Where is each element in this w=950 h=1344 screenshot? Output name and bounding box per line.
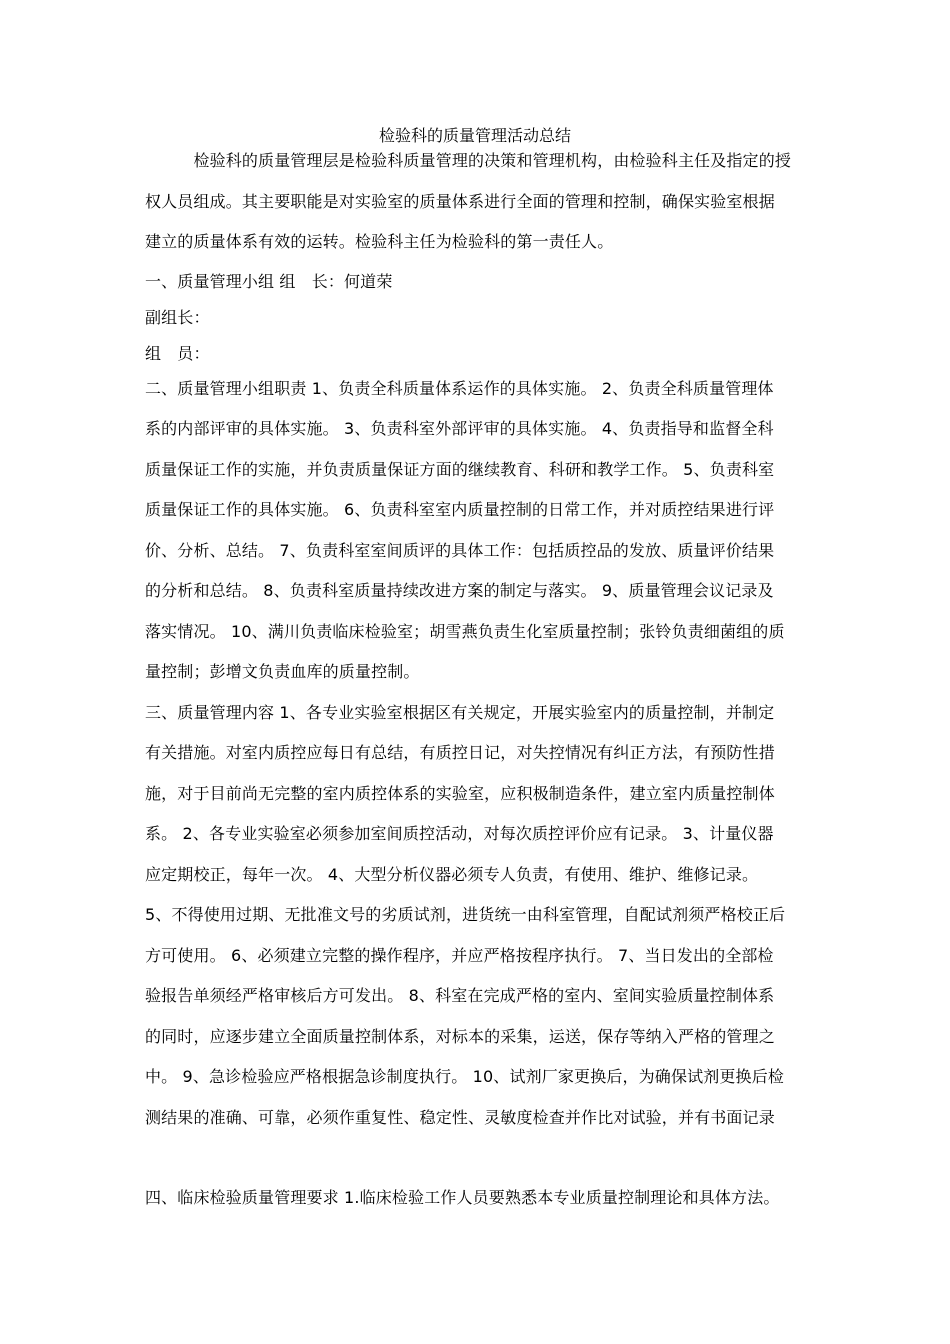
paragraph-line: 5、不得使用过期、无批准文号的劣质试剂，进货统一由科室管理，自配试剂须严格校正后 bbox=[145, 905, 786, 924]
paragraph-line: 的分析和总结。 8、负责科室质量持续改进方案的制定与落实。 9、质量管理会议记录及 bbox=[145, 581, 774, 600]
paragraph-line: 检验科的质量管理层是检验科质量管理的决策和管理机构，由检验科主任及指定的授 bbox=[145, 151, 792, 170]
paragraph-line: 的同时，应逐步建立全面质量控制体系，对标本的采集，运送，保存等纳入严格的管理之 bbox=[145, 1027, 775, 1046]
paragraph-line: 权人员组成。其主要职能是对实验室的质量体系进行全面的管理和控制，确保实验室根据 bbox=[145, 192, 775, 211]
section-heading-2: 二、质量管理小组职责 1、负责全科质量体系运作的具体实施。 2、负责全科质量管理体 bbox=[145, 379, 774, 398]
paragraph-line: 质量保证工作的具体实施。 6、负责科室室内质量控制的日常工作，并对质控结果进行评 bbox=[145, 500, 775, 519]
section-heading-1: 一、质量管理小组 组 长：何道荣 bbox=[145, 272, 393, 291]
paragraph-line: 系的内部评审的具体实施。 3、负责科室外部评审的具体实施。 4、负责指导和监督全科 bbox=[145, 419, 774, 438]
paragraph-line: 价、分析、总结。 7、负责科室室间质评的具体工作：包括质控品的发放、质量评价结果 bbox=[145, 541, 775, 560]
section-heading-4: 四、临床检验质量管理要求 1.临床检验工作人员要熟悉本专业质量控制理论和具体方法。 bbox=[145, 1188, 780, 1207]
paragraph-line: 建立的质量体系有效的运转。检验科主任为检验科的第一责任人。 bbox=[145, 232, 614, 251]
paragraph-line: 落实情况。 10、满川负责临床检验室；胡雪燕负责生化室质量控制；张铃负责细菌组的质 bbox=[145, 622, 785, 641]
paragraph-line: 应定期校正，每年一次。 4、大型分析仪器必须专人负责，有使用、维护、维修记录。 bbox=[145, 865, 759, 884]
paragraph-line: 施，对于目前尚无完整的室内质控体系的实验室，应积极制造条件，建立室内质量控制体 bbox=[145, 784, 775, 803]
paragraph-line: 中。 9、急诊检验应严格根据急诊制度执行。 10、试剂厂家更换后，为确保试剂更换后检 bbox=[145, 1067, 785, 1086]
paragraph-line: 方可使用。 6、必须建立完整的操作程序，并应严格按程序执行。 7、当日发出的全部检 bbox=[145, 946, 774, 965]
paragraph-line: 量控制；彭增文负责血库的质量控制。 bbox=[145, 662, 420, 681]
members-line: 组 员： bbox=[145, 344, 210, 363]
deputy-leader-line: 副组长： bbox=[145, 308, 210, 327]
document-title: 检验科的质量管理活动总结 bbox=[378, 126, 571, 145]
paragraph-line: 验报告单须经严格审核后方可发出。 8、科室在完成严格的室内、室间实验质量控制体系 bbox=[145, 986, 775, 1005]
section-heading-3: 三、质量管理内容 1、各专业实验室根据区有关规定，开展实验室内的质量控制，并制定 bbox=[145, 703, 775, 722]
paragraph-line: 有关措施。对室内质控应每日有总结，有质控日记，对失控情况有纠正方法，有预防性措 bbox=[145, 743, 775, 762]
paragraph-line: 系。 2、各专业实验室必须参加室间质控活动，对每次质控评价应有记录。 3、计量仪器 bbox=[145, 824, 774, 843]
paragraph-line: 质量保证工作的实施，并负责质量保证方面的继续教育、科研和教学工作。 5、负责科室 bbox=[145, 460, 775, 479]
paragraph-line: 测结果的准确、可靠，必须作重复性、稳定性、灵敏度检查并作比对试验，并有书面记录 bbox=[145, 1108, 775, 1127]
